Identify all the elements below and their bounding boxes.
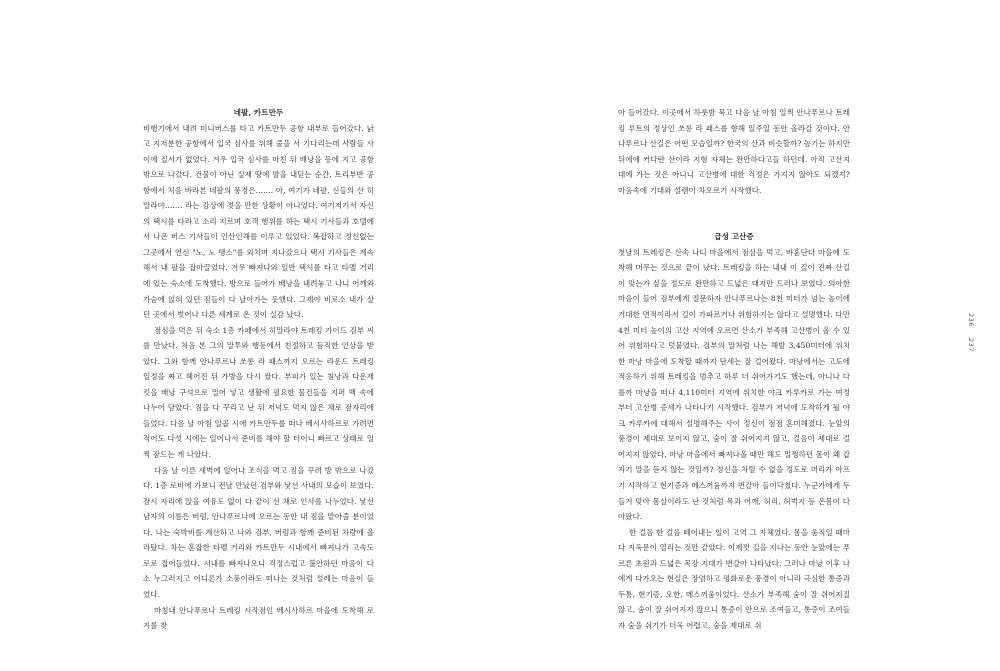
page-numbers bbox=[963, 313, 975, 359]
right-page bbox=[500, 0, 1000, 671]
page-number-left: 236 bbox=[967, 313, 975, 327]
right-paragraph-2: 한 걸음 한 걸음 떼어내는 일이 고역 그 자체였다. 몸을 움직일 때마다 지옥문이 열리는 것만 같았다. 이제껏 길을 지나는 동안 눈앞에는 푸르른 초원과 드넓은 목장 지대가 번갈아 나타났다. 그러나 마낭 이후 나에게 다가오는 현실은 장엄하고 평화로운 풍경이 아니라 극심한 통증과 두통, 현기증, 오한, 메스꺼움이었다. 산소가 부족해 숨이 잘 쉬어지질 않고, 숨이 잘 쉬어지지 않으니 통증이 안으로 조여들고, 통증이 조여들자 숨을 쉬기가 더욱 어렵고, 숨을 제대로 쉬 bbox=[618, 527, 850, 630]
right-intro-paragraph: 아 들어갔다. 이곳에서 하룻밤 묵고 다음 날 아침 일찍 안나푸르나 트레킹 루트의 정상인 쏘롱 라 패스를 향해 일주일 동안 올라갈 것이다. 안나푸르나 산길은 어떤 모습일까? 한국의 산과 비슷할까? 높기는 하지만 뒤에에 커다란 산이라 지형 자체는 완만하다고들 하던데. 아직 고산지대에 가는 것은 아니니 고산병에 대한 걱정은 가지지 않아도 되겠지? 마음속에 기대와 설렘이 차오르기 시작했다. bbox=[618, 108, 850, 195]
left-column bbox=[143, 105, 374, 634]
section-title-kathmandu: 네팔, 카트만두 bbox=[233, 108, 284, 117]
right-paragraph-1: 첫날의 트레킹은 산속 나디 마을에서 점심을 먹고, 바훈단다 마을에 도착해 머무는 것으로 끝이 났다. 트레킹을 하는 내내 이 길이 진짜 산길이 맞는가 싶을 정도로 완만하고 드넓은 대지만 드러나 보였다. 의아한 마음이 들어 검부에게 질문하자 안나푸르나는 8천 미터가 넘는 높이에 거대한 면적이라서 길이 가파르거나 위험하지는 않다고 설명했다. 다만 4천 미터 높이의 고산 지역에 오르면 산소가 부족해 고산병이 올 수 있어 위험하다고 덧붙였다. 검부의 말처럼 나는 해발 3,450미터에 위치한 마낭 마을에 도착할 때까지 단세는 잘 걸어왔다. 마낭에서는 고도에 적응하기 위해 트레킹을 멈추고 하루 더 쉬어가기도 했는데, 아니나 다를까 마낭을 떠나 4,110미터 지역에 위치한 야크 카루카로 가는 여정부터 고산병 증세가 나타나기 시작했다. 검부가 저녁에 도착하게 될 야크 카루카에 대해서 설명해주는 사이 정신이 점점 혼미해졌다. 눈앞의 풍경이 제대로 보이지 않고, 숨이 잘 쉬어지지 않고, 걸음이 제대로 걸어지지 않았다. 마낭 마을에서 빠져나올 때만 해도 멀쩡하던 몸이 왜 갑자기 말을 듣지 않는 것일까? 정신을 차릴 수 없을 정도로 머리가 아프기 시작하고 현기증과 메스꺼움까지 번갈아 들이닥쳤다. 누군가에게 두들겨 맞아 몸살이라도 난 것처럼 목과 어깨, 허리, 허벅지 등 온몸이 다 아팠다. bbox=[618, 247, 850, 522]
page-number-right: 237 bbox=[967, 337, 975, 352]
left-paragraph-2: 점심을 먹은 뒤 숙소 1층 카페에서 히말라야 트레킹 가이드 검부 씨를 만났다. 처음 본 그의 말투와 행동에서 친절하고 듬직한 인상을 받았다. 그와 함께 안나푸르나 쏘롱 라 패스까지 오르는 라운드 트레킹 일정을 짜고 헤어진 뒤 가방을 다시 쌌다. 부피가 있는 침낭과 다운재킷을 배낭 구석으로 밀어 넣고 생활에 필요한 물건들을 지퍼 백 속에 나누어 담았다. 짐을 다 꾸리고 난 뒤 저녁도 먹지 않은 채로 잠자리에 들었다. 다음 날 아침 일곱 시에 카트만두를 떠나 베시사하르로 가려면 적어도 다섯 시에는 일어나서 준비를 해야 할 터이니 빠르고 상태로 일찍 잠드는 게 나았다. bbox=[143, 325, 374, 460]
right-column bbox=[618, 105, 850, 634]
left-paragraph-4: 마침내 안나푸르나 트레킹 시작점인 베시사하르 마을에 도착해 로지를 찾 bbox=[143, 605, 374, 631]
left-paragraph-3: 다음 날 이른 새벽에 일어나 조식을 먹고 짐을 꾸려 방 밖으로 나갔다. 1층 로비에 가보니 전날 만났던 검부와 낯선 사내의 모습이 보였다. 잠시 자리에 앉을 여유도 없이 다 같이 선 채로 인사를 나누었다. 낯선 남자의 이름은 버럼, 안나푸르나에 오르는 동안 내 짐을 맡아줄 분이었다. 나는 숙박비를 계산하고 나와 검부, 버럼과 함께 준비된 차량에 올라탔다. 차는 혼잡한 타멜 거리와 카트만두 시내에서 빠져나가 고속도로로 접어들었다. 시내를 빠져나오니 걱정스럽고 불안하던 마음이 다소 누그러지고 어디론가 소풍이라도 떠나는 것처럼 설레는 마음이 들었다. bbox=[143, 465, 374, 599]
left-paragraph-1: 비행기에서 내려 미니버스를 타고 카트만두 공항 내부로 들어갔다. 낡고 지저분한 공항에서 입국 심사를 위해 줄을 서 기다리는데 사람들 사이에 질서가 없었다. 겨우 입국 심사를 마친 뒤 배낭을 등에 지고 공항 밖으로 나갔다. 건물이 아닌 실제 땅에 발을 내딛는 순간, 트리부반 공항에서 처음 바라본 네팔의 풍경은……. 아, 여기가 네팔, 신들의 산 히말라야……. 라는 감상에 젖을 만한 상황이 아니었다. 여기저기서 자신의 택시를 타라고 소리 지르며 호객 행위를 하는 택시 기사들과 호텔에서 나온 버스 기사들이 인산인해를 이루고 있었다. 복잡하고 정신없는 그곳에서 연신 "노, 노 땡스"를 외치며 지나갔으나 택시 기사들은 계속해서 내 팔을 잡아끌었다. 겨우 빠져나와 일반 택시를 타고 타멜 거리에 있는 숙소에 도착했다. 방으로 들어가 배낭을 내려놓고 나니 어깨와 가슴에 얹혀 있던 짐들이 다 날아가는 듯했다. 그제야 비로소 내가 살던 곳에서 벗어나 다른 세계로 온 것이 실감 났다. bbox=[143, 123, 374, 320]
section-title-altitude-sickness: 급성 고산증 bbox=[714, 232, 754, 242]
